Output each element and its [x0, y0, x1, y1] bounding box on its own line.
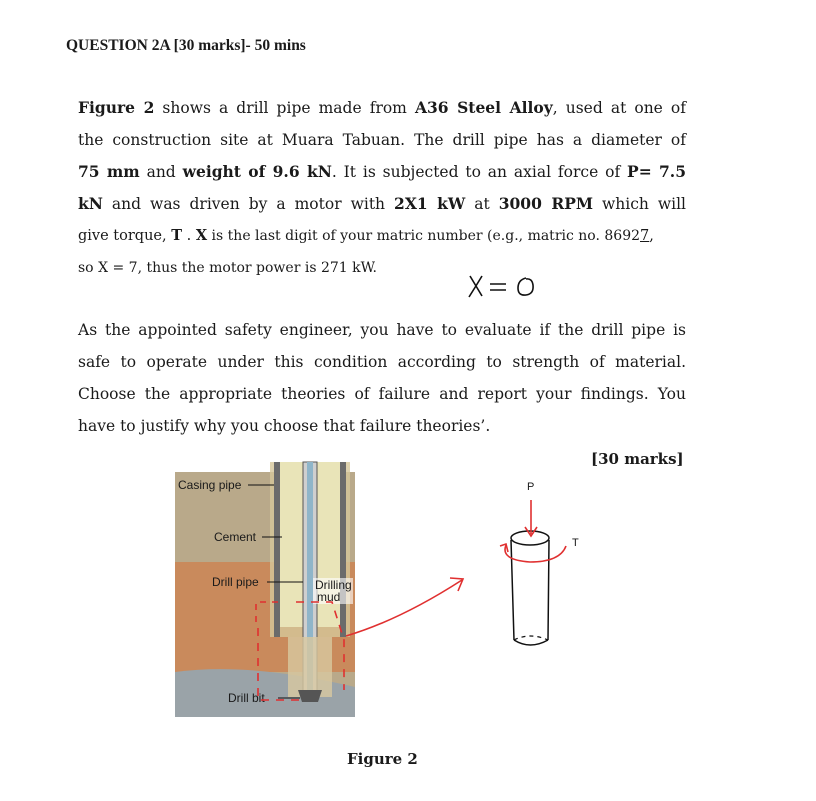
diameter-value: 75 mm: [78, 162, 140, 181]
label-drill-bit: Drill bit: [228, 691, 265, 705]
text-span: and: [139, 163, 183, 181]
handwritten-note-text: X= 0: [466, 257, 507, 276]
text-span: which will: [593, 195, 687, 213]
text-span: give torque,: [78, 228, 172, 244]
force-unit: kN: [78, 194, 103, 213]
handwritten-note: [466, 257, 566, 310]
label-drill-pipe: Drill pipe: [212, 575, 259, 589]
weight-value: weight of 9.6 kN: [182, 162, 332, 181]
red-arrow-head: [450, 578, 463, 591]
material-name: A36 Steel Alloy: [414, 98, 553, 117]
paragraph2-line3: Choose the appropriate theories of failure and report your findings. You: [78, 385, 686, 403]
drill-bit-shape: [298, 690, 322, 702]
question-heading: QUESTION 2A [30 marks]- 50 mins: [66, 37, 306, 54]
paragraph2-line2: safe to operate under this condition according to strength of material.: [78, 353, 686, 371]
torque-arc: [505, 545, 566, 562]
cylinder-sides: [511, 540, 549, 640]
problem-paragraph: [78, 92, 686, 284]
open-hole: [288, 637, 332, 697]
figure-ref: Figure 2: [78, 98, 155, 117]
text-span: is the last digit of your matric number (e.g., matric no. 8692: [207, 228, 641, 244]
axial-force-value: P= 7.5: [627, 162, 686, 181]
paragraph1-line1: [78, 92, 686, 124]
text-span: .: [182, 228, 196, 244]
red-arrow-line: [346, 580, 462, 636]
label-p: P: [527, 481, 535, 493]
motor-power-value: 2X1 kW: [394, 194, 466, 213]
text-span: at: [465, 195, 499, 213]
paragraph1-line2: the construction site at Muara Tabuan. The drill pipe has a diameter of: [78, 131, 686, 149]
underlined-digit: 7: [640, 228, 650, 244]
text-span: . It is subjected to an axial force of: [331, 163, 628, 181]
label-t: T: [572, 537, 579, 549]
casing-wall-left: [274, 462, 280, 637]
label-casing-pipe: Casing pipe: [178, 478, 242, 492]
paragraph1-line3: [78, 156, 686, 188]
text-span: , used at one of: [552, 99, 686, 117]
label-cement: Cement: [214, 530, 257, 544]
axial-force-arrowhead: [525, 527, 537, 536]
drill-pipe-diagram: [170, 462, 360, 726]
text-span: and was driven by a motor with: [102, 195, 395, 213]
torque-symbol: T: [171, 227, 183, 244]
rpm-value: 3000 RPM: [498, 194, 594, 213]
cylinder-bottom-hidden: [514, 636, 548, 640]
figure-caption: Figure 2: [347, 750, 418, 768]
text-span: ,: [649, 228, 654, 244]
marks-label: [30 marks]: [591, 450, 684, 468]
label-drilling-mud-1: Drilling: [315, 578, 352, 592]
casing-wall-right: [340, 462, 346, 637]
torque-arrowhead: [500, 544, 508, 552]
label-drilling-mud-2: mud: [317, 590, 341, 604]
cylinder-bottom: [514, 640, 548, 645]
paragraph1-line5: [78, 220, 686, 252]
paragraph2-line4: have to justify why you choose that failure theories’.: [78, 417, 491, 435]
paragraph1-line6: so X = 7, thus the motor power is 271 kW.: [78, 260, 378, 276]
cylinder-top: [511, 531, 549, 545]
text-span: shows a drill pipe made from: [154, 99, 415, 117]
task-paragraph: [78, 314, 686, 442]
paragraph2-line1: As the appointed safety engineer, you have to evaluate if the drill pipe is: [78, 321, 686, 339]
x-symbol: X: [195, 227, 208, 244]
paragraph1-line4: [78, 188, 686, 220]
